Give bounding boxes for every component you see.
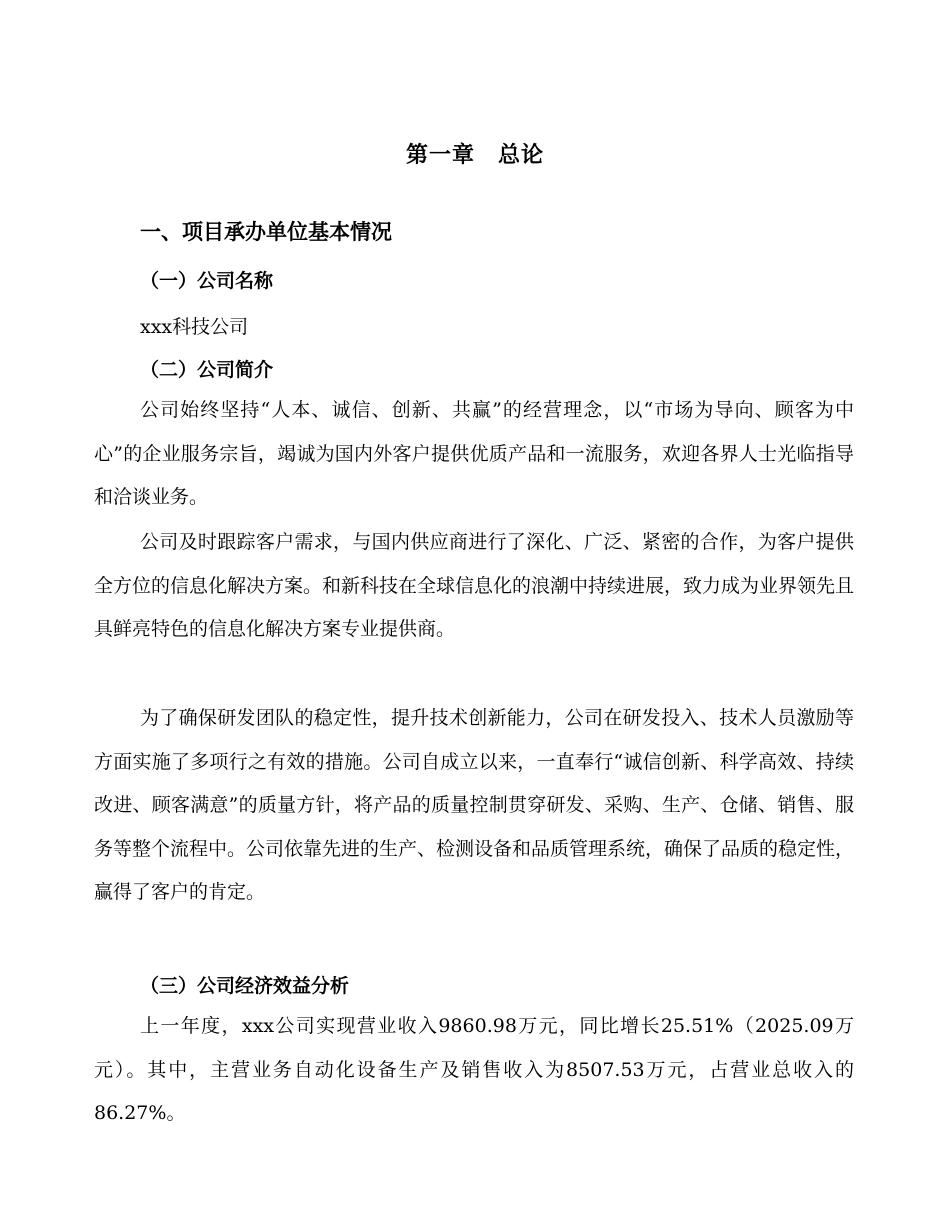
section-heading-company-info: 一、项目承办单位基本情况 — [140, 220, 392, 244]
subsection-heading-economic-analysis: （三）公司经济效益分析 — [140, 975, 350, 997]
subsection-heading-company-name: （一）公司名称 — [140, 270, 274, 292]
company-name-text: xxx科技公司 — [140, 316, 249, 338]
profile-paragraph-2: 公司及时跟踪客户需求，与国内供应商进行了深化、广泛、紧密的合作，为客户提供全方位的信息化解决方案。和新科技在全球信息化的浪潮中持续进展，致力成为业界领先且具鲜亮特色的信息化解决方案专业提供商。 — [94, 531, 855, 640]
profile-paragraph-3: 为了确保研发团队的稳定性，提升技术创新能力，公司在研发投入、技术人员激励等方面实施了多项行之有效的措施。公司自成立以来，一直奉行“诚信创新、科学高效、持续改进、顾客满意”的质量方针，将产品的质量控制贯穿研发、采购、生产、仓储、销售、服务等整个流程中。公司依靠先进的生产、检测设备和品质管理系统，确保了品质的稳定性，赢得了客户的肯定。 — [94, 707, 855, 903]
subsection-heading-company-profile: （二）公司简介 — [140, 359, 274, 381]
economic-analysis-paragraph: 上一年度，xxx公司实现营业收入9860.98万元，同比增长25.51%（2025.09万元）。其中，主营业务自动化设备生产及销售收入为8507.53万元，占营业总收入的86.27%。 — [94, 1015, 854, 1124]
chapter-title: 第一章 总论 — [405, 143, 544, 168]
profile-paragraph-1: 公司始终坚持“人本、诚信、创新、共赢”的经营理念，以“市场为导向、顾客为中心”的企业服务宗旨，竭诚为国内外客户提供优质产品和一流服务，欢迎各界人士光临指导和洽谈业务。 — [94, 399, 854, 508]
